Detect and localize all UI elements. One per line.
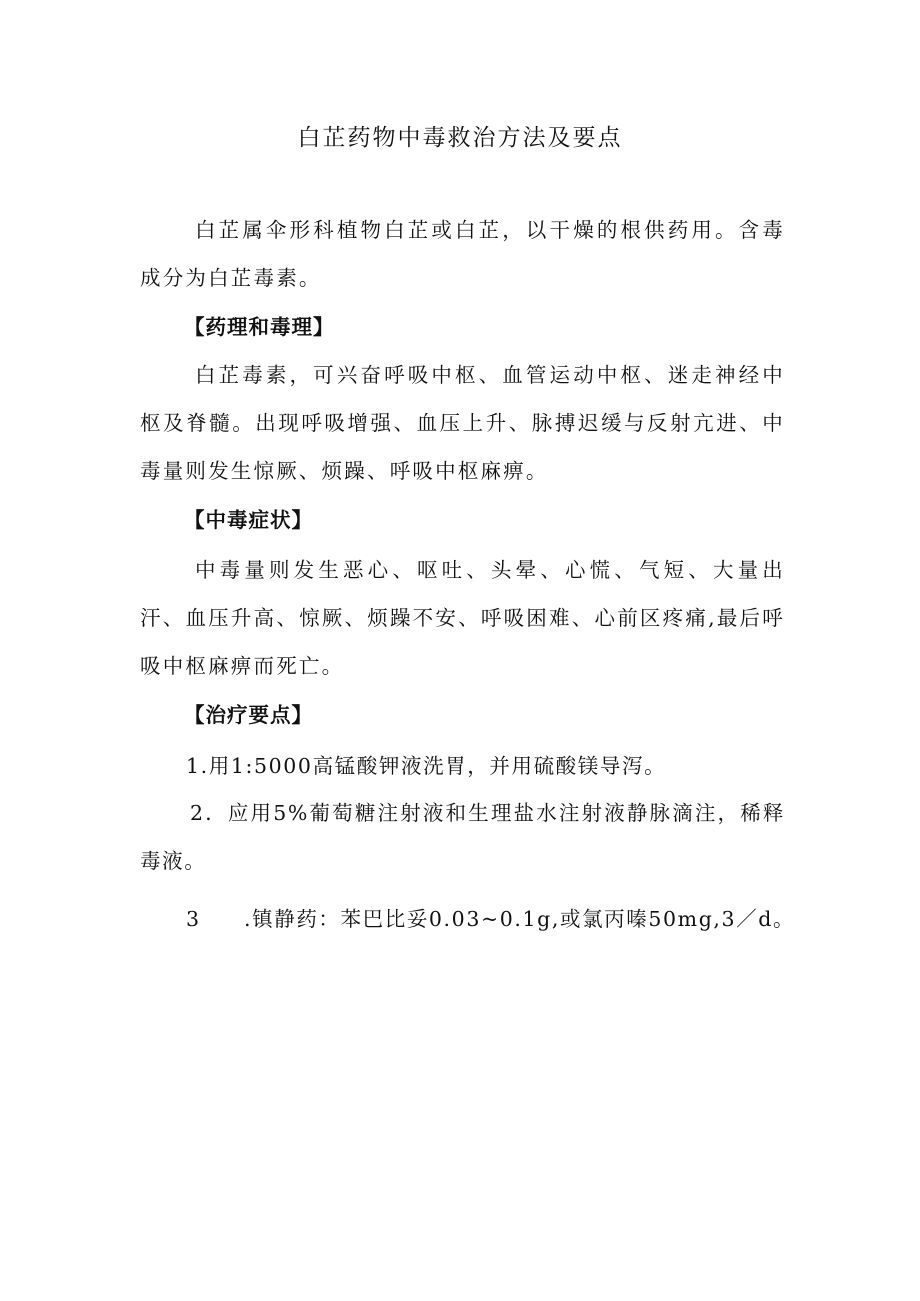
treatment-item-3-number: 3	[186, 907, 201, 931]
treatment-item-2: 2．应用5%葡萄糖注射液和生理盐水注射液静脉滴注，稀释毒液。	[140, 801, 785, 873]
intro-paragraph: 白芷属伞形科植物白芷或白芷，以干燥的根供药用。含毒成分为白芷毒素。	[140, 218, 785, 290]
symptoms-paragraph: 中毒量则发生恶心、呕吐、头晕、心慌、气短、大量出汗、血压升高、惊厥、烦躁不安、呼吸困难、心前区疼痛,最后呼吸中枢麻痹而死亡。	[140, 558, 785, 678]
section-heading-treatment: 【治疗要点】	[184, 703, 313, 727]
treatment-item-1: 1.用1:5000高锰酸钾液洗胃，并用硫酸镁导泻。	[186, 754, 667, 778]
section-heading-symptoms: 【中毒症状】	[184, 508, 313, 532]
treatment-item-3-text: .镇静药：苯巴比妥0.03~0.1g,或氯丙嗪50mg,3／d。	[244, 907, 796, 931]
section-heading-pharmacology: 【药理和毒理】	[184, 315, 335, 339]
document-title: 白芷药物中毒救治方法及要点	[297, 125, 623, 151]
pharmacology-paragraph: 白芷毒素，可兴奋呼吸中枢、血管运动中枢、迷走神经中枢及脊髓。出现呼吸增强、血压上升、脉搏迟缓与反射亢进、中毒量则发生惊厥、烦躁、呼吸中枢麻痹。	[140, 363, 785, 483]
